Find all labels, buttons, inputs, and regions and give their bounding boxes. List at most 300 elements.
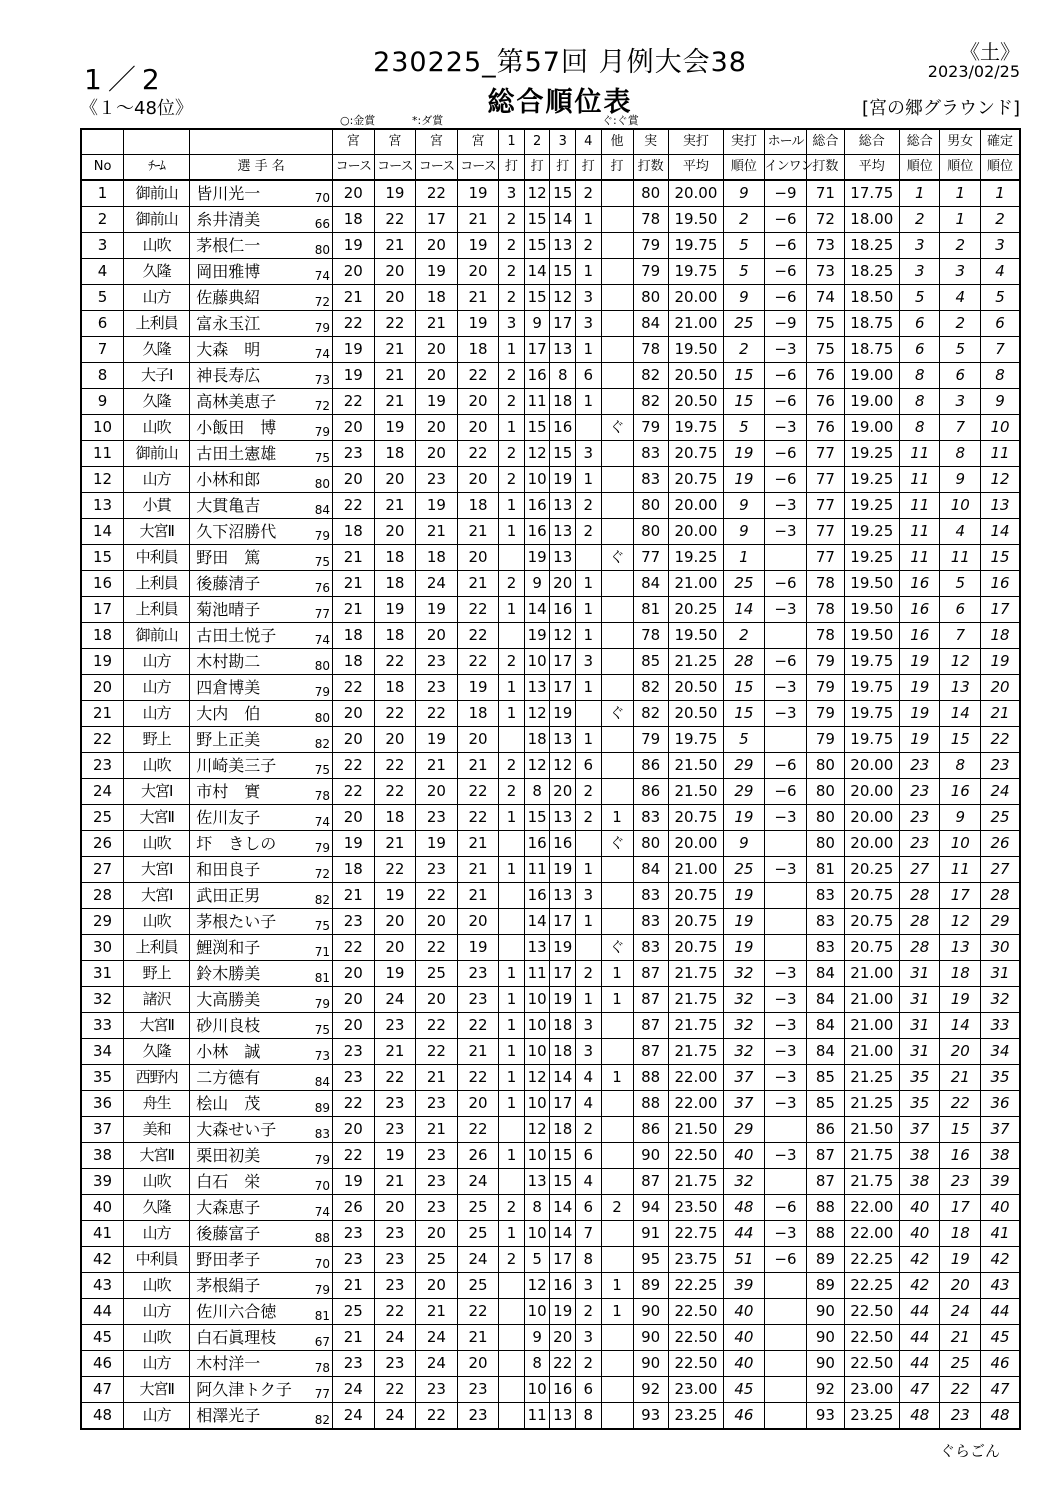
cell-course-2: 19 xyxy=(374,961,416,987)
cell-strokes-4 xyxy=(576,545,602,571)
cell-final-rank: 33 xyxy=(980,1013,1020,1039)
header-strokes-other-bottom: 打 xyxy=(601,155,633,181)
cell-total-strokes: 73 xyxy=(807,259,844,285)
cell-strokes-3: 17 xyxy=(550,649,576,675)
cell-course-3: 20 xyxy=(416,779,458,805)
cell-strokes-2: 10 xyxy=(524,987,550,1013)
cell-total-strokes: 90 xyxy=(807,1351,844,1377)
header-course-1-bottom: コース xyxy=(333,155,375,181)
cell-total-avg: 21.00 xyxy=(844,961,899,987)
cell-course-4: 21 xyxy=(457,831,499,857)
cell-total-avg: 21.25 xyxy=(844,1091,899,1117)
cell-total-avg: 20.00 xyxy=(844,753,899,779)
cell-team: 御前山 xyxy=(124,207,190,233)
player-age: 79 xyxy=(314,1153,331,1167)
cell-total-strokes: 85 xyxy=(807,1065,844,1091)
cell-actual-strokes: 90 xyxy=(633,1325,668,1351)
cell-strokes-other: 2 xyxy=(601,1195,633,1221)
cell-gender-rank: 11 xyxy=(940,857,981,883)
cell-strokes-other: ぐ xyxy=(601,415,633,441)
cell-course-3: 22 xyxy=(416,1039,458,1065)
cell-hole-in-one: −3 xyxy=(764,1143,807,1169)
player-age: 74 xyxy=(314,633,331,647)
cell-strokes-2: 15 xyxy=(524,285,550,311)
cell-course-4: 19 xyxy=(457,311,499,337)
header-blank xyxy=(81,129,124,155)
cell-actual-avg: 20.00 xyxy=(668,285,723,311)
player-age: 83 xyxy=(314,1127,331,1141)
cell-actual-avg: 22.00 xyxy=(668,1065,723,1091)
cell-strokes-2: 13 xyxy=(524,935,550,961)
page-number: 1／2 xyxy=(84,63,166,96)
cell-total-strokes: 84 xyxy=(807,961,844,987)
cell-final-rank: 1 xyxy=(980,180,1020,207)
cell-total-strokes: 75 xyxy=(807,311,844,337)
cell-gender-rank: 2 xyxy=(940,311,981,337)
cell-player xyxy=(190,623,333,649)
cell-course-2: 23 xyxy=(374,1117,416,1143)
player-name: 砂川良枝 xyxy=(196,1016,261,1035)
cell-course-2: 20 xyxy=(374,467,416,493)
cell-course-4: 19 xyxy=(457,180,499,207)
cell-total-strokes: 77 xyxy=(807,519,844,545)
cell-course-1: 21 xyxy=(333,1273,375,1299)
cell-course-1: 18 xyxy=(333,649,375,675)
player-name: 大森 明 xyxy=(196,340,261,359)
cell-final-rank: 38 xyxy=(980,1143,1020,1169)
header-row-1 xyxy=(81,129,1020,155)
cell-no: 12 xyxy=(81,467,124,493)
cell-course-4: 19 xyxy=(457,233,499,259)
venue: [宮の郷グラウンド] xyxy=(861,98,1020,119)
cell-course-4: 22 xyxy=(457,363,499,389)
cell-course-2: 19 xyxy=(374,1143,416,1169)
cell-course-4: 20 xyxy=(457,727,499,753)
cell-strokes-other xyxy=(601,1143,633,1169)
cell-final-rank: 11 xyxy=(980,441,1020,467)
cell-team: 大宮Ⅱ xyxy=(124,1013,190,1039)
cell-actual-rank: 46 xyxy=(724,1403,765,1430)
cell-total-avg: 21.50 xyxy=(844,1117,899,1143)
header-strokes-4-bottom: 打 xyxy=(576,155,602,181)
cell-hole-in-one: −3 xyxy=(764,519,807,545)
cell-course-3: 24 xyxy=(416,1351,458,1377)
player-age: 75 xyxy=(314,1023,331,1037)
cell-team: 上利員 xyxy=(124,597,190,623)
player-name: 大貫亀吉 xyxy=(196,496,261,515)
cell-no: 32 xyxy=(81,987,124,1013)
player-age: 73 xyxy=(314,373,331,387)
cell-course-4: 23 xyxy=(457,1377,499,1403)
cell-final-rank: 4 xyxy=(980,259,1020,285)
cell-total-rank: 40 xyxy=(899,1221,940,1247)
header-course-2-bottom: コース xyxy=(374,155,416,181)
cell-team: 大子Ⅰ xyxy=(124,363,190,389)
cell-final-rank: 34 xyxy=(980,1039,1020,1065)
cell-hole-in-one: −6 xyxy=(764,779,807,805)
cell-actual-avg: 21.00 xyxy=(668,857,723,883)
cell-total-avg: 21.75 xyxy=(844,1169,899,1195)
cell-gender-rank: 6 xyxy=(940,597,981,623)
cell-course-3: 17 xyxy=(416,207,458,233)
cell-course-1: 23 xyxy=(333,1247,375,1273)
cell-total-avg: 22.25 xyxy=(844,1247,899,1273)
cell-total-rank: 16 xyxy=(899,597,940,623)
cell-actual-avg: 19.75 xyxy=(668,727,723,753)
cell-actual-avg: 22.50 xyxy=(668,1143,723,1169)
cell-no: 36 xyxy=(81,1091,124,1117)
cell-strokes-3: 19 xyxy=(550,701,576,727)
cell-actual-avg: 21.75 xyxy=(668,1039,723,1065)
cell-course-3: 18 xyxy=(416,545,458,571)
cell-strokes-3: 16 xyxy=(550,415,576,441)
cell-strokes-other xyxy=(601,1325,633,1351)
cell-course-2: 20 xyxy=(374,727,416,753)
cell-course-4: 20 xyxy=(457,1351,499,1377)
cell-strokes-other: ぐ xyxy=(601,935,633,961)
cell-strokes-4: 1 xyxy=(576,987,602,1013)
cell-hole-in-one: −3 xyxy=(764,961,807,987)
cell-no: 23 xyxy=(81,753,124,779)
cell-course-2: 20 xyxy=(374,1195,416,1221)
cell-course-1: 23 xyxy=(333,1351,375,1377)
cell-actual-avg: 20.75 xyxy=(668,441,723,467)
cell-gender-rank: 7 xyxy=(940,623,981,649)
legend-gu-prize: ぐ:ぐ賞 xyxy=(602,114,639,127)
cell-final-rank: 45 xyxy=(980,1325,1020,1351)
cell-strokes-other xyxy=(601,441,633,467)
cell-strokes-2: 8 xyxy=(524,1351,550,1377)
player-name: 相澤光子 xyxy=(196,1406,261,1425)
player-name: 大森恵子 xyxy=(196,1198,261,1217)
cell-total-rank: 11 xyxy=(899,545,940,571)
cell-total-rank: 35 xyxy=(899,1091,940,1117)
cell-team: 山方 xyxy=(124,701,190,727)
table-row xyxy=(81,675,1020,701)
cell-actual-avg: 20.50 xyxy=(668,363,723,389)
cell-strokes-1: 1 xyxy=(499,805,525,831)
table-row xyxy=(81,389,1020,415)
cell-course-1: 20 xyxy=(333,701,375,727)
cell-gender-rank: 4 xyxy=(940,519,981,545)
cell-final-rank: 30 xyxy=(980,935,1020,961)
player-age: 84 xyxy=(314,503,331,517)
player-age: 73 xyxy=(314,1049,331,1063)
cell-actual-rank: 19 xyxy=(724,805,765,831)
cell-strokes-2: 8 xyxy=(524,779,550,805)
player-name: 川崎美三子 xyxy=(196,756,277,775)
cell-team: 御前山 xyxy=(124,623,190,649)
header-team: ﾁｰﾑ xyxy=(124,155,190,181)
cell-actual-avg: 21.50 xyxy=(668,1117,723,1143)
cell-strokes-3: 13 xyxy=(550,727,576,753)
cell-strokes-1: 1 xyxy=(499,337,525,363)
cell-strokes-other: 1 xyxy=(601,1299,633,1325)
cell-strokes-3: 13 xyxy=(550,233,576,259)
cell-team: 山方 xyxy=(124,1221,190,1247)
cell-strokes-4: 6 xyxy=(576,363,602,389)
player-name: 鈴木勝美 xyxy=(196,964,261,983)
cell-strokes-1: 1 xyxy=(499,597,525,623)
cell-strokes-4: 2 xyxy=(576,519,602,545)
cell-strokes-3: 19 xyxy=(550,935,576,961)
cell-course-1: 19 xyxy=(333,233,375,259)
player-name: 久下沼勝代 xyxy=(196,522,277,541)
cell-team: 山方 xyxy=(124,675,190,701)
cell-course-3: 23 xyxy=(416,805,458,831)
cell-total-strokes: 93 xyxy=(807,1403,844,1430)
table-row xyxy=(81,1117,1020,1143)
player-age: 70 xyxy=(314,191,331,205)
header-strokes-1-top: 1 xyxy=(499,129,525,155)
cell-player xyxy=(190,415,333,441)
table-row xyxy=(81,207,1020,233)
player-age: 81 xyxy=(314,971,331,985)
cell-player xyxy=(190,1221,333,1247)
cell-team: 野上 xyxy=(124,961,190,987)
rank-range: 《１～48位》 xyxy=(80,98,193,119)
cell-strokes-4: 2 xyxy=(576,493,602,519)
cell-course-4: 25 xyxy=(457,1273,499,1299)
cell-course-4: 20 xyxy=(457,1091,499,1117)
cell-course-2: 19 xyxy=(374,415,416,441)
cell-hole-in-one: −3 xyxy=(764,987,807,1013)
cell-total-strokes: 92 xyxy=(807,1377,844,1403)
player-name: 圷 きしの xyxy=(196,834,277,853)
table-row xyxy=(81,909,1020,935)
header-actual-rank-bottom: 順位 xyxy=(724,155,765,181)
cell-no: 9 xyxy=(81,389,124,415)
cell-course-1: 20 xyxy=(333,987,375,1013)
cell-no: 39 xyxy=(81,1169,124,1195)
cell-final-rank: 21 xyxy=(980,701,1020,727)
cell-strokes-4: 2 xyxy=(576,1299,602,1325)
cell-player xyxy=(190,857,333,883)
cell-player xyxy=(190,675,333,701)
cell-actual-rank: 19 xyxy=(724,883,765,909)
cell-strokes-3: 18 xyxy=(550,1117,576,1143)
cell-strokes-2: 11 xyxy=(524,961,550,987)
cell-final-rank: 20 xyxy=(980,675,1020,701)
cell-course-3: 23 xyxy=(416,675,458,701)
cell-course-4: 21 xyxy=(457,1039,499,1065)
header-actual-avg-bottom: 平均 xyxy=(668,155,723,181)
header-final-rank-bottom: 順位 xyxy=(980,155,1020,181)
cell-total-rank: 6 xyxy=(899,337,940,363)
cell-course-1: 20 xyxy=(333,1013,375,1039)
cell-final-rank: 10 xyxy=(980,415,1020,441)
cell-course-1: 20 xyxy=(333,467,375,493)
cell-strokes-4: 1 xyxy=(576,207,602,233)
cell-course-2: 24 xyxy=(374,1403,416,1430)
cell-strokes-1: 2 xyxy=(499,363,525,389)
header-actual-avg-top: 実打 xyxy=(668,129,723,155)
cell-player xyxy=(190,1351,333,1377)
legend-da-prize: *:ダ賞 xyxy=(412,114,444,127)
cell-course-1: 20 xyxy=(333,1117,375,1143)
cell-total-rank: 44 xyxy=(899,1325,940,1351)
cell-total-avg: 19.00 xyxy=(844,389,899,415)
cell-course-3: 20 xyxy=(416,233,458,259)
cell-final-rank: 36 xyxy=(980,1091,1020,1117)
cell-total-avg: 20.25 xyxy=(844,857,899,883)
player-age: 82 xyxy=(314,893,331,907)
cell-strokes-other xyxy=(601,753,633,779)
player-age: 74 xyxy=(314,269,331,283)
cell-hole-in-one: −9 xyxy=(764,311,807,337)
cell-gender-rank: 11 xyxy=(940,545,981,571)
table-row xyxy=(81,1351,1020,1377)
cell-actual-strokes: 86 xyxy=(633,779,668,805)
cell-course-2: 18 xyxy=(374,571,416,597)
cell-total-avg: 18.75 xyxy=(844,337,899,363)
cell-course-4: 21 xyxy=(457,857,499,883)
cell-gender-rank: 14 xyxy=(940,1013,981,1039)
cell-total-avg: 19.75 xyxy=(844,727,899,753)
cell-actual-strokes: 81 xyxy=(633,597,668,623)
cell-actual-strokes: 94 xyxy=(633,1195,668,1221)
cell-strokes-4: 2 xyxy=(576,1351,602,1377)
cell-actual-strokes: 79 xyxy=(633,259,668,285)
cell-total-strokes: 80 xyxy=(807,831,844,857)
cell-gender-rank: 15 xyxy=(940,727,981,753)
table-row xyxy=(81,701,1020,727)
cell-hole-in-one: −3 xyxy=(764,1221,807,1247)
cell-actual-avg: 23.25 xyxy=(668,1403,723,1430)
cell-player xyxy=(190,1091,333,1117)
cell-actual-rank: 2 xyxy=(724,207,765,233)
cell-course-4: 25 xyxy=(457,1195,499,1221)
cell-actual-rank: 19 xyxy=(724,935,765,961)
cell-player xyxy=(190,909,333,935)
cell-strokes-3: 16 xyxy=(550,831,576,857)
cell-total-avg: 23.25 xyxy=(844,1403,899,1430)
table-row xyxy=(81,1377,1020,1403)
table-row xyxy=(81,623,1020,649)
footer-signature: ぐらごん xyxy=(939,1442,1000,1460)
cell-actual-rank: 9 xyxy=(724,831,765,857)
cell-player xyxy=(190,1117,333,1143)
cell-no: 26 xyxy=(81,831,124,857)
table-row xyxy=(81,1299,1020,1325)
cell-hole-in-one: −3 xyxy=(764,597,807,623)
cell-course-2: 23 xyxy=(374,1091,416,1117)
cell-course-2: 20 xyxy=(374,519,416,545)
cell-strokes-2: 14 xyxy=(524,597,550,623)
cell-course-2: 21 xyxy=(374,1039,416,1065)
header-total-strokes-bottom: 打数 xyxy=(807,155,844,181)
cell-course-4: 22 xyxy=(457,805,499,831)
cell-player xyxy=(190,1169,333,1195)
player-name: 阿久津トク子 xyxy=(196,1380,292,1399)
cell-team: 御前山 xyxy=(124,441,190,467)
cell-strokes-other xyxy=(601,1169,633,1195)
cell-course-3: 22 xyxy=(416,883,458,909)
cell-gender-rank: 21 xyxy=(940,1325,981,1351)
cell-gender-rank: 17 xyxy=(940,1195,981,1221)
cell-actual-strokes: 93 xyxy=(633,1403,668,1430)
cell-team: 西野内 xyxy=(124,1065,190,1091)
cell-total-avg: 21.00 xyxy=(844,987,899,1013)
cell-strokes-1 xyxy=(499,1377,525,1403)
cell-strokes-2: 17 xyxy=(524,337,550,363)
cell-course-2: 21 xyxy=(374,363,416,389)
table-row xyxy=(81,805,1020,831)
cell-actual-avg: 20.50 xyxy=(668,389,723,415)
cell-player xyxy=(190,467,333,493)
cell-total-rank: 23 xyxy=(899,805,940,831)
cell-player xyxy=(190,337,333,363)
cell-player xyxy=(190,805,333,831)
cell-total-strokes: 77 xyxy=(807,493,844,519)
cell-gender-rank: 25 xyxy=(940,1351,981,1377)
cell-total-rank: 28 xyxy=(899,883,940,909)
cell-actual-strokes: 85 xyxy=(633,649,668,675)
cell-final-rank: 7 xyxy=(980,337,1020,363)
cell-hole-in-one xyxy=(764,1169,807,1195)
cell-no: 21 xyxy=(81,701,124,727)
cell-strokes-1: 1 xyxy=(499,987,525,1013)
cell-strokes-1 xyxy=(499,883,525,909)
cell-course-1: 19 xyxy=(333,1169,375,1195)
cell-team: 大宮Ⅰ xyxy=(124,779,190,805)
cell-actual-strokes: 87 xyxy=(633,1039,668,1065)
cell-actual-strokes: 82 xyxy=(633,389,668,415)
cell-actual-rank: 15 xyxy=(724,675,765,701)
table-row xyxy=(81,233,1020,259)
cell-strokes-3: 15 xyxy=(550,441,576,467)
cell-total-rank: 44 xyxy=(899,1299,940,1325)
cell-actual-strokes: 82 xyxy=(633,675,668,701)
cell-total-avg: 20.75 xyxy=(844,883,899,909)
cell-strokes-other xyxy=(601,571,633,597)
cell-team: 小貫 xyxy=(124,493,190,519)
cell-course-1: 22 xyxy=(333,493,375,519)
cell-course-3: 21 xyxy=(416,1299,458,1325)
cell-player xyxy=(190,545,333,571)
cell-actual-rank: 29 xyxy=(724,753,765,779)
cell-actual-strokes: 87 xyxy=(633,1013,668,1039)
cell-total-avg: 18.25 xyxy=(844,259,899,285)
cell-total-rank: 11 xyxy=(899,493,940,519)
cell-course-1: 21 xyxy=(333,285,375,311)
cell-strokes-4: 1 xyxy=(576,259,602,285)
cell-course-4: 20 xyxy=(457,389,499,415)
cell-total-strokes: 83 xyxy=(807,883,844,909)
cell-strokes-1: 2 xyxy=(499,1195,525,1221)
cell-hole-in-one xyxy=(764,831,807,857)
cell-actual-rank: 25 xyxy=(724,571,765,597)
cell-strokes-4: 3 xyxy=(576,1039,602,1065)
cell-actual-rank: 5 xyxy=(724,727,765,753)
cell-total-rank: 1 xyxy=(899,180,940,207)
cell-strokes-1 xyxy=(499,1273,525,1299)
cell-hole-in-one: −3 xyxy=(764,1091,807,1117)
cell-actual-strokes: 82 xyxy=(633,701,668,727)
cell-actual-avg: 21.25 xyxy=(668,649,723,675)
cell-no: 30 xyxy=(81,935,124,961)
cell-team: 久隆 xyxy=(124,389,190,415)
header-blank xyxy=(190,129,333,155)
table-row xyxy=(81,1273,1020,1299)
table-header xyxy=(81,129,1020,180)
cell-strokes-1: 2 xyxy=(499,389,525,415)
player-name: 四倉博美 xyxy=(196,678,261,697)
cell-total-rank: 28 xyxy=(899,909,940,935)
cell-final-rank: 14 xyxy=(980,519,1020,545)
cell-course-1: 20 xyxy=(333,259,375,285)
cell-actual-rank: 29 xyxy=(724,779,765,805)
